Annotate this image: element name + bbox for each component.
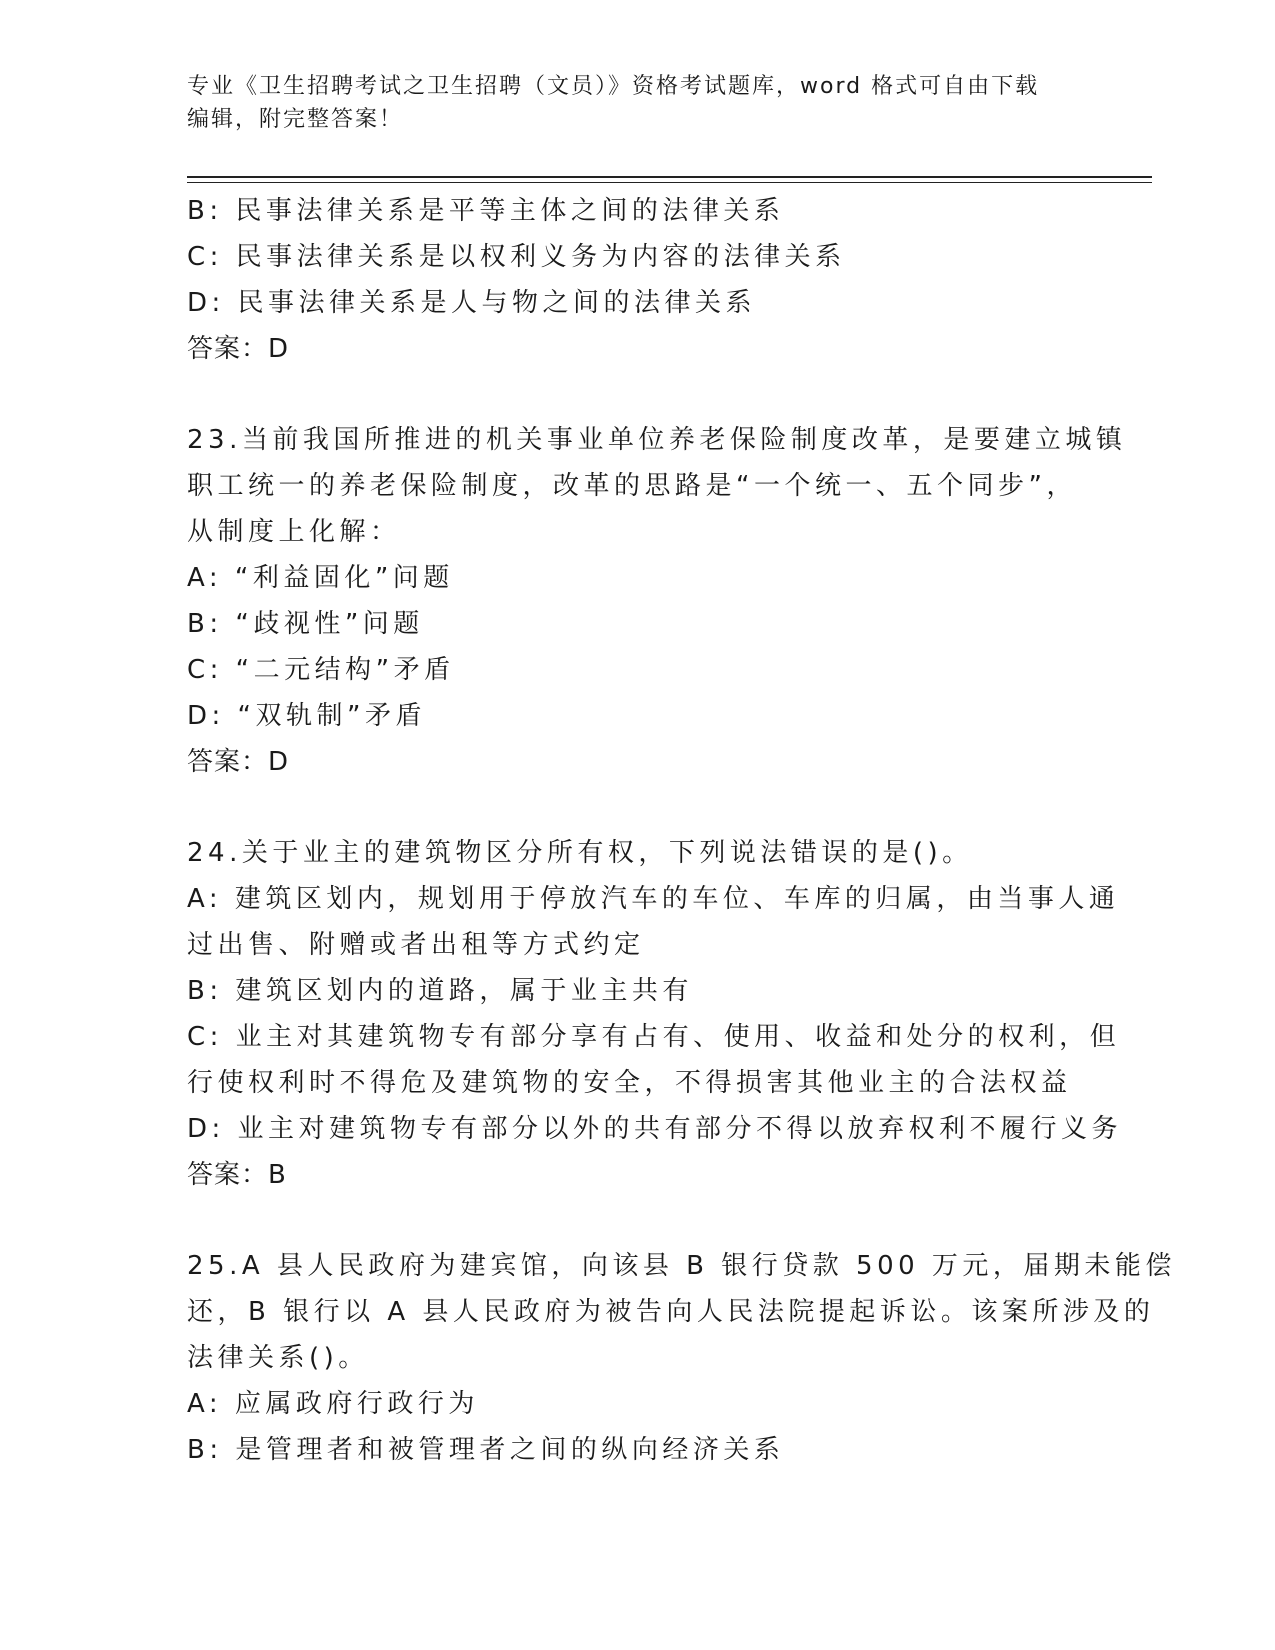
q23-option-d: D: “双轨制”矛盾 — [187, 701, 426, 731]
question-24 — [187, 830, 1187, 1198]
q22-option-c: C: 民事法律关系是以权利义务为内容的法律关系 — [187, 242, 846, 272]
question-gap — [187, 785, 1187, 830]
question-23 — [187, 417, 1187, 785]
q24-stem-line-1: 24.关于业主的建筑物区分所有权，下列说法错误的是()。 — [187, 838, 973, 868]
q24-option-a-line-2: 过出售、附赠或者出租等方式约定 — [187, 930, 645, 960]
q25-option-a: A: 应属政府行政行为 — [187, 1389, 479, 1419]
question-gap — [187, 372, 1187, 417]
q23-stem-line-1: 23.当前我国所推进的机关事业单位养老保险制度改革，是要建立城镇 — [187, 425, 1127, 455]
question-25 — [187, 1243, 1187, 1473]
q24-option-d: D: 业主对建筑物专有部分以外的共有部分不得以放弃权利不履行义务 — [187, 1114, 1123, 1144]
q25-stem-line-1: 25.A 县人民政府为建宾馆，向该县 B 银行贷款 500 万元，届期未能偿 — [187, 1251, 1176, 1281]
q23-stem-line-3: 从制度上化解： — [187, 517, 401, 547]
q25-stem-line-3: 法律关系()。 — [187, 1343, 369, 1373]
page-header — [187, 70, 1087, 136]
q24-option-b: B: 建筑区划内的道路，属于业主共有 — [187, 976, 693, 1006]
header-divider-thin — [187, 182, 1152, 183]
question-22 — [187, 188, 1187, 372]
q25-stem-line-2: 还，B 银行以 A 县人民政府为被告向人民法院提起诉讼。该案所涉及的 — [187, 1297, 1155, 1327]
q22-option-d: D: 民事法律关系是人与物之间的法律关系 — [187, 288, 757, 318]
header-divider-thick — [187, 176, 1152, 178]
question-gap — [187, 1198, 1187, 1243]
q23-option-b: B: “歧视性”问题 — [187, 609, 424, 639]
q24-option-c-line-2: 行使权利时不得危及建筑物的安全，不得损害其他业主的合法权益 — [187, 1068, 1072, 1098]
q23-option-c: C: “二元结构”矛盾 — [187, 655, 455, 685]
q24-option-c-line-1: C: 业主对其建筑物专有部分享有占有、使用、收益和处分的权利，但 — [187, 1022, 1121, 1052]
q23-stem-line-2: 职工统一的养老保险制度，改革的思路是“一个统一、五个同步”， — [187, 471, 1077, 501]
q22-option-b: B: 民事法律关系是平等主体之间的法律关系 — [187, 196, 785, 226]
q23-answer: 答案：D — [187, 747, 290, 777]
question-content — [187, 188, 1187, 1473]
header-line-2: 编辑，附完整答案！ — [187, 107, 404, 132]
q23-option-a: A: “利益固化”问题 — [187, 563, 454, 593]
q24-option-a-line-1: A: 建筑区划内，规划用于停放汽车的车位、车库的归属，由当事人通 — [187, 884, 1120, 914]
header-line-1: 专业《卫生招聘考试之卫生招聘（文员）》资格考试题库，word 格式可自由下载 — [187, 74, 1040, 99]
q25-option-b: B: 是管理者和被管理者之间的纵向经济关系 — [187, 1435, 785, 1465]
q22-answer: 答案：D — [187, 334, 290, 364]
q24-answer: 答案：B — [187, 1160, 287, 1190]
